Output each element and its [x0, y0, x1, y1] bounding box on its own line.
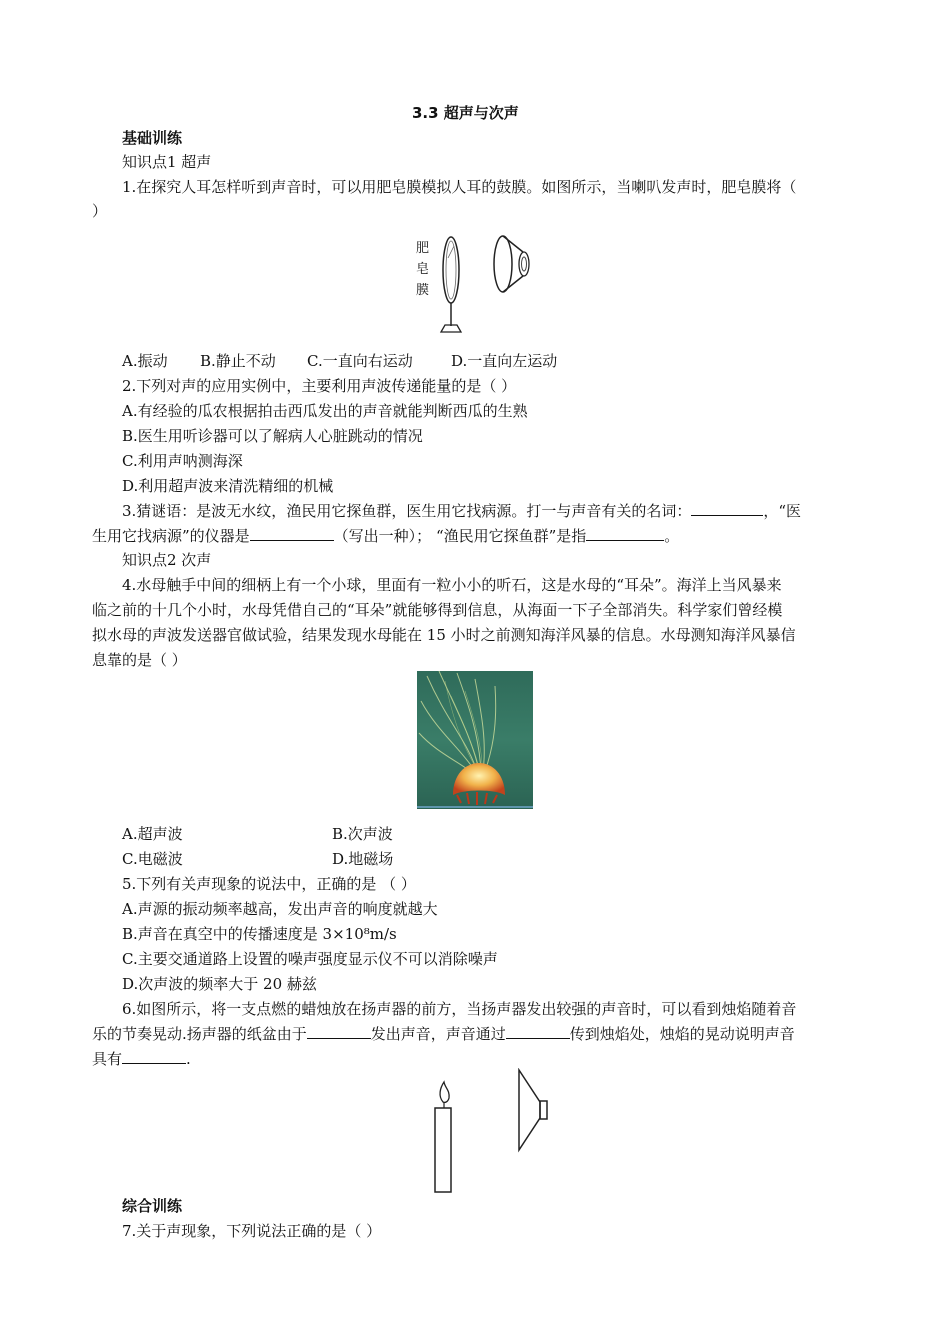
answer-blank[interactable]: [506, 1024, 570, 1039]
q3-text: 3.猜谜语：是波无水纹，渔民用它探鱼群，医生用它找病源。打一与声音有关的名词：: [122, 502, 692, 520]
q3-text: ，“医: [763, 502, 801, 520]
q6-text: .: [186, 1050, 191, 1068]
q5-option-b: B.声音在真空中的传播速度是 3×10⁸m/s: [122, 925, 397, 943]
knowledge-point-2: 知识点2 次声: [122, 551, 212, 569]
soap-film-label-char: 肥: [416, 241, 430, 256]
q3-line2: [92, 526, 679, 546]
q6-line3: [92, 1049, 191, 1069]
q5-option-d: D.次声波的频率大于 20 赫兹: [122, 975, 317, 993]
q5-option-a: A.声源的振动频率越高，发出声音的响度就越大: [122, 900, 438, 918]
q4-option-a: A.超声波: [122, 825, 183, 843]
answer-blank[interactable]: [250, 526, 334, 541]
q6-text: 乐的节奏晃动.扬声器的纸盆由于: [92, 1025, 307, 1043]
q3-text: 。: [664, 527, 680, 545]
soap-film-speaker-drawing: [408, 228, 553, 343]
q2-stem: 2.下列对声的应用实例中，主要利用声波传递能量的是（ ）: [122, 377, 517, 395]
q4-line3: 拟水母的声波发送器官做试验，结果发现水母能在 15 小时之前测知海洋风暴的信息。水母测知海洋风暴信: [92, 626, 796, 644]
q6-text: 发出声音，声音通过: [370, 1025, 506, 1043]
q4-line2: 临之前的十几个小时，水母凭借自己的“耳朵”就能够得到信息，从海面一下子全部消失。科学家们曾经模: [92, 601, 783, 619]
answer-blank[interactable]: [307, 1024, 371, 1039]
q4-line1: 4.水母触手中间的细柄上有一个小球，里面有一粒小小的听石，这是水母的“耳朵”。海洋上当风暴来: [122, 576, 782, 594]
q1-option-d: D.一直向左运动: [451, 352, 558, 370]
q1-stem-line2: ）: [92, 202, 108, 220]
answer-blank[interactable]: [122, 1049, 186, 1064]
answer-blank[interactable]: [691, 501, 763, 516]
q6-text: 传到烛焰处，烛焰的晃动说明声音: [569, 1025, 795, 1043]
jellyfish-image: [417, 671, 533, 809]
q3-line1: [122, 501, 801, 521]
soap-film-label-char: 皂: [416, 262, 430, 277]
q1-stem-line1: 1.在探究人耳怎样听到声音时，可以用肥皂膜模拟人耳的鼓膜。如图所示，当喇叭发声时，肥皂膜将（: [122, 178, 797, 196]
answer-blank[interactable]: [586, 526, 664, 541]
candle-speaker-drawing: [428, 1068, 558, 1196]
section-heading-comprehensive: 综合训练: [122, 1197, 183, 1215]
q6-line1: 6.如图所示，将一支点燃的蜡烛放在扬声器的前方，当扬声器发出较强的声音时，可以看到烛焰随着音: [122, 1000, 797, 1018]
q1-option-c: C.一直向右运动: [307, 352, 413, 370]
jellyfish-photo: [417, 671, 533, 809]
q2-option-a: A.有经验的瓜农根据拍击西瓜发出的声音就能判断西瓜的生熟: [122, 402, 528, 420]
q4-option-b: B.次声波: [332, 825, 393, 843]
q1-figure-soap-film-and-speaker: [408, 228, 553, 343]
section-heading-basic: 基础训练: [122, 129, 183, 147]
q5-stem: 5.下列有关声现象的说法中，正确的是 （ ）: [122, 875, 416, 893]
q4-option-c: C.电磁波: [122, 850, 183, 868]
q2-option-b: B.医生用听诊器可以了解病人心脏跳动的情况: [122, 427, 423, 445]
q2-option-c: C.利用声呐测海深: [122, 452, 243, 470]
q6-figure-candle-and-speaker: [428, 1068, 558, 1196]
q2-option-d: D.利用超声波来清洗精细的机械: [122, 477, 334, 495]
q6-text: 具有: [92, 1050, 123, 1068]
knowledge-point-1: 知识点1 超声: [122, 153, 212, 171]
q4-line4: 息靠的是（ ）: [92, 651, 187, 669]
q1-option-b: B.静止不动: [200, 352, 276, 370]
q4-option-d: D.地磁场: [332, 850, 394, 868]
soap-film-label-char: 膜: [416, 283, 430, 298]
page-title: 3.3 超声与次声: [412, 104, 519, 122]
q5-option-c: C.主要交通道路上设置的噪声强度显示仪不可以消除噪声: [122, 950, 498, 968]
q1-option-a: A.振动: [122, 352, 168, 370]
q7-stem: 7.关于声现象，下列说法正确的是（ ）: [122, 1222, 382, 1240]
q6-line2: [92, 1024, 795, 1044]
q3-text: （写出一种）； “渔民用它探鱼群”是指: [333, 527, 587, 545]
q3-text: 生用它找病源”的仪器是: [92, 527, 250, 545]
